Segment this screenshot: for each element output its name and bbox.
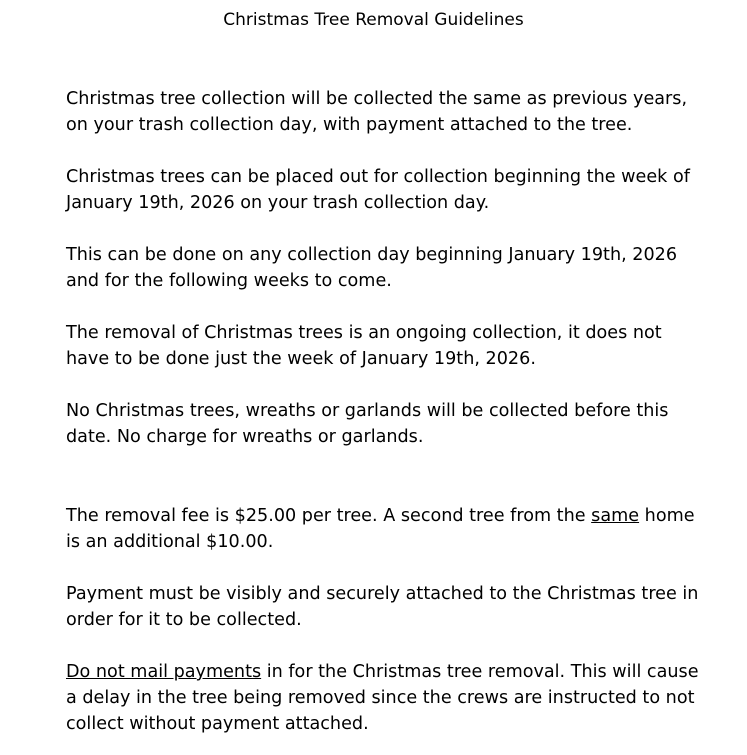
text-line: No Christmas trees, wreaths or garlands will be collected before this (66, 401, 669, 421)
text-line: on your trash collection day, with payment attached to the tree. (66, 115, 633, 135)
text-line: order for it to be collected. (66, 610, 302, 630)
text-line: Payment must be visibly and securely attached to the Christmas tree in (66, 584, 699, 604)
text-line: a delay in the tree being removed since the crews are instructed to not (66, 688, 695, 708)
text-line: collect without payment attached. (66, 714, 369, 734)
fee-text-after: home (639, 506, 695, 526)
fee-text-before: The removal fee is $25.00 per tree. A second tree from the (66, 506, 592, 526)
text-line: January 19th, 2026 on your trash collection day. (66, 193, 490, 213)
text-line: have to be done just the week of January 19th, 2026. (66, 349, 536, 369)
text-line: and for the following weeks to come. (66, 271, 392, 291)
text-line (66, 503, 706, 529)
text-line: Christmas tree collection will be collected the same as previous years, (66, 89, 688, 109)
text-line: date. No charge for wreaths or garlands. (66, 427, 424, 447)
paragraph-placement-start (66, 164, 706, 216)
paragraph-wreaths-garlands (66, 398, 706, 450)
paragraph-do-not-mail (66, 659, 706, 737)
text-line (66, 659, 706, 685)
do-not-mail-underlined: Do not mail payments (66, 662, 262, 682)
text-line: is an additional $10.00. (66, 532, 274, 552)
document-title: Christmas Tree Removal Guidelines (223, 10, 524, 30)
text-line: The removal of Christmas trees is an ongoing collection, it does not (66, 323, 662, 343)
fee-same-underlined: same (591, 506, 640, 526)
paragraph-collection-schedule (66, 86, 706, 138)
paragraph-ongoing-collection (66, 320, 706, 372)
paragraph-removal-fee (66, 503, 706, 555)
mail-text-after: in for the Christmas tree removal. This will cause (261, 662, 699, 682)
text-line: Christmas trees can be placed out for collection beginning the week of (66, 167, 690, 187)
paragraph-any-collection-day (66, 242, 706, 294)
text-line: This can be done on any collection day beginning January 19th, 2026 (66, 245, 678, 265)
paragraph-payment-attached (66, 581, 706, 633)
